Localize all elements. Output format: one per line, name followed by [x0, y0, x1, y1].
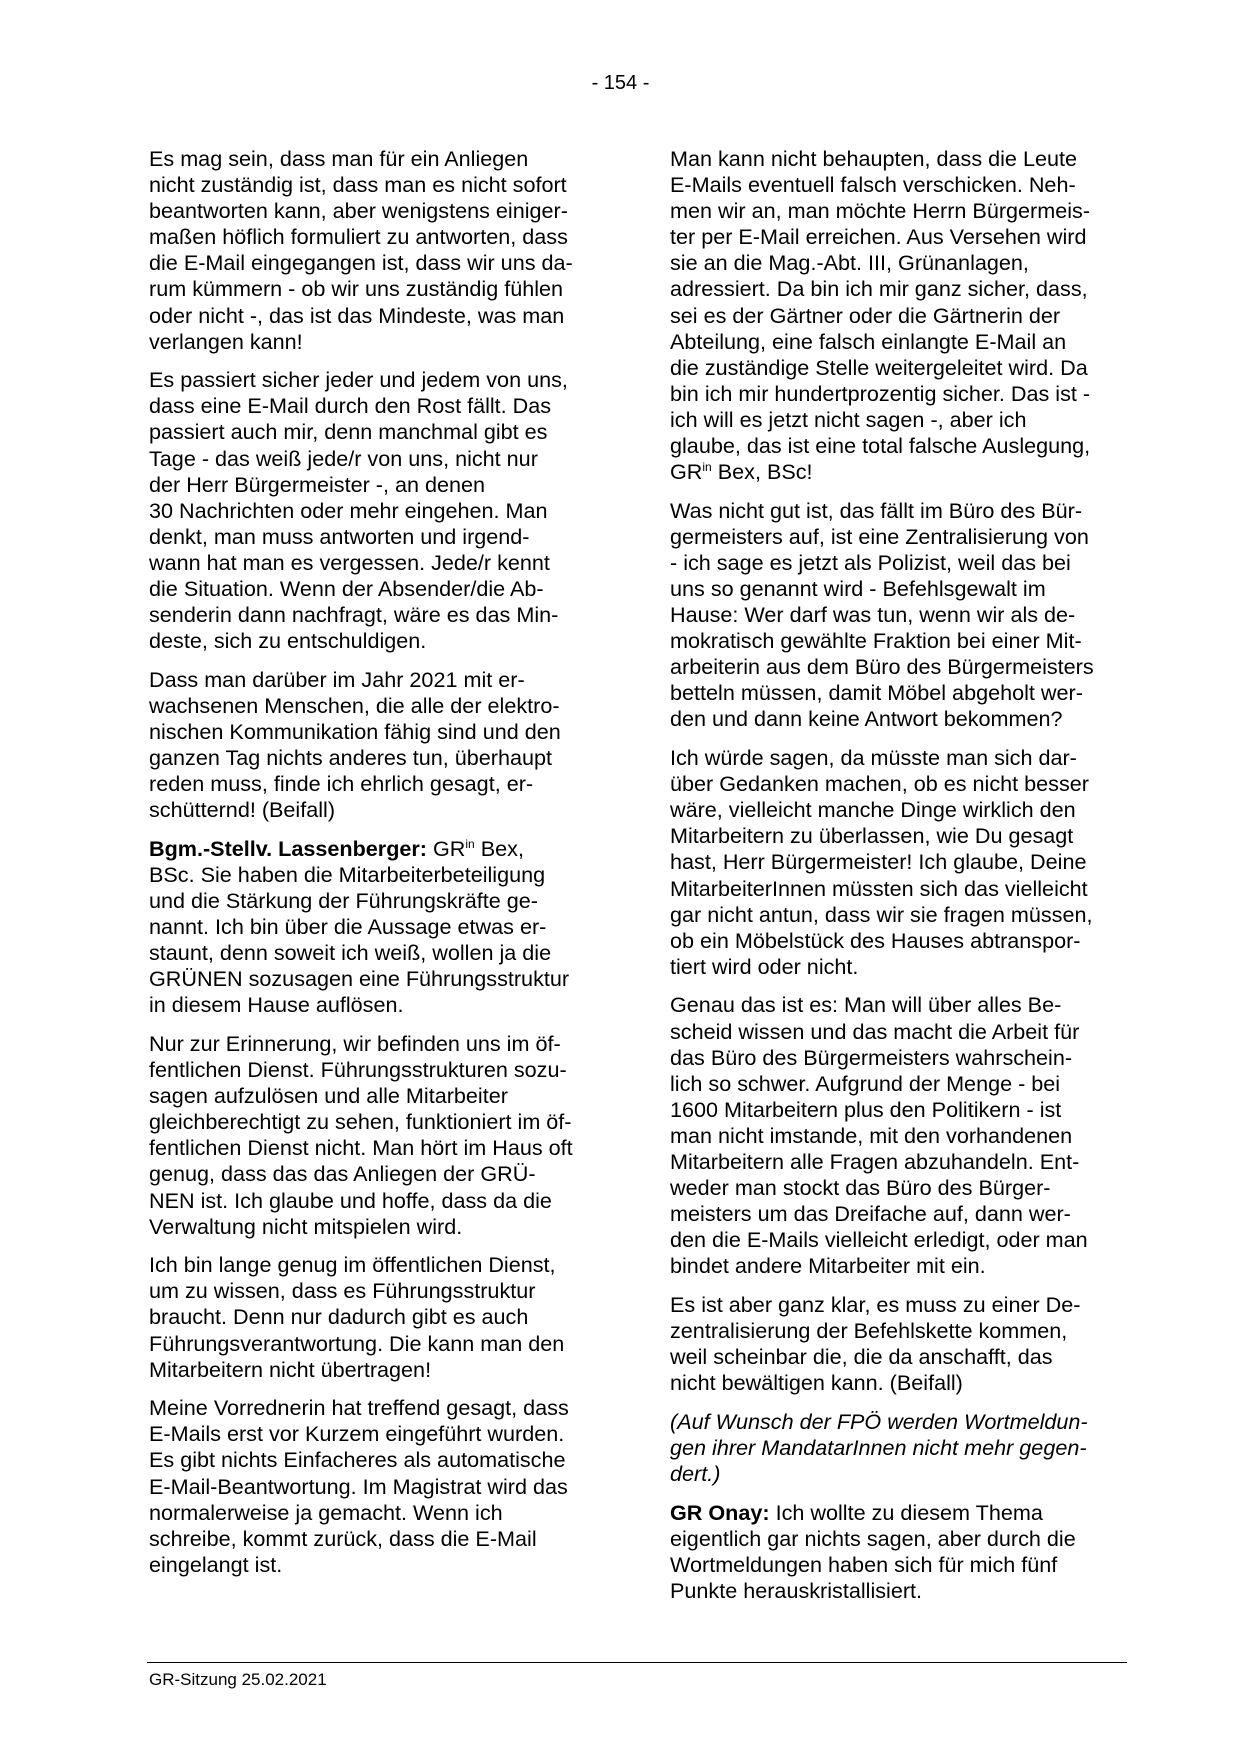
- paragraph: Dass man darüber im Jahr 2021 mit er- wachsenen Menschen, die alle der elektro- nischen Kommunikation fähig sind und den ganzen Tag nichts anderes tun, überhaupt reden muss, finde ich ehrlich gesagt, er- schütternd! (Beifall): [149, 666, 561, 823]
- paragraph-speech: [149, 836, 605, 1019]
- paragraph: Nur zur Erinnerung, wir befinden uns im öf- fentlichen Dienst. Führungsstrukturen sozu- sagen aufzulösen und alle Mitarbeiter gleichberechtigt zu sehen, funktioniert im öf- fentlichen Dienst nicht. Man hört im Haus oft genug, dass das das Anliegen der GRÜ- NEN ist. Ich glaube und hoffe, dass da die Verwaltung nicht mitspielen wird.: [149, 1031, 573, 1239]
- paragraph: Ich bin lange genug im öffentlichen Dienst, um zu wissen, dass es Führungsstruktur braucht. Denn nur dadurch gibt es auch Führungsverantwortung. Die kann man den Mitarbeitern nicht übertragen!: [149, 1252, 565, 1382]
- left-column: [149, 146, 605, 1590]
- paragraph-text: Man kann nicht behaupten, dass die Leute E-Mails eventuell falsch verschicken. Neh- men wir an, man möchte Herrn Bürgermeis- ter per E-Mail erreichen. Aus Versehen wird sie an die Mag.-Abt. III, Grünanlagen, adressiert. Da bin ich mir ganz sicher, dass, sei es der Gärtner oder die Gärtnerin der Abteilung, eine falsch einlangte E-Mail an die zuständige Stelle weitergeleitet wird. Da bin ich mir hundertprozentig sicher. Das ist - ich will es jetzt nicht sagen -, aber ich glaube, das ist eine total falsche Auslegung,: [670, 146, 1091, 459]
- paragraph: Es passiert sicher jeder und jedem von uns, dass eine E-Mail durch den Rost fällt. Das passiert auch mir, denn manchmal gibt es Tage - das weiß jede/r von uns, nicht nur der Herr Bürgermeister -, an denen 30 Nachrichten oder mehr eingehen. Man denkt, man muss antworten und irgend- wann hat man es vergessen. Jede/r kennt die Situation. Wenn der Absender/die Ab- senderin dann nachfragt, wäre es das Min- deste, sich zu entschuldigen.: [149, 367, 568, 654]
- paragraph-end: Bex, BSc!: [711, 459, 813, 485]
- editorial-note: (Auf Wunsch der FPÖ werden Wortmeldun- gen ihrer MandatarInnen nicht mehr gegen- dert.): [670, 1408, 1088, 1486]
- speaker-name: GR Onay:: [670, 1499, 770, 1525]
- title-gr: GR: [433, 835, 466, 861]
- speech-text: Ich wollte zu diesem Thema eigentlich gar nichts sagen, aber durch die Wortmeldungen haben sich für mich fünf Punkte herauskristallisiert.: [670, 1499, 1076, 1603]
- right-column: [670, 146, 1128, 1616]
- footer-divider: [147, 1662, 1127, 1663]
- paragraph: [670, 146, 1128, 485]
- paragraph-speech: [670, 1500, 1128, 1604]
- title-gr: GR: [670, 459, 703, 485]
- title-superscript: in: [465, 836, 475, 851]
- paragraph: Was nicht gut ist, das fällt im Büro des Bür- germeisters auf, ist eine Zentralisierung von - ich sage es jetzt als Polizist, weil das bei uns so genannt wird - Befehlsgewalt im Hause: Wer darf was tun, wenn wir als de- mokratisch gewählte Fraktion bei einer Mit- arbeiterin aus dem Büro des Bürgermeisters betteln müssen, damit Möbel abgeholt wer- den und dann keine Antwort bekommen?: [670, 497, 1094, 732]
- footer-session-date: GR-Sitzung 25.02.2021: [149, 1670, 327, 1689]
- paragraph: Es ist aber ganz klar, es muss zu einer De- zentralisierung der Befehlskette kommen, weil scheinbar die, die da anschafft, das nicht bewältigen kann. (Beifall): [670, 1291, 1081, 1396]
- speech-text: Bex, BSc. Sie haben die Mitarbeiterbeteiligung und die Stärkung der Führungskräfte ge- nannt. Ich bin über die Aussage etwas er- staunt, denn soweit ich weiß, wollen ja die GRÜNEN sozusagen eine Führungsstruktur in diesem Hause auflösen.: [149, 835, 570, 1018]
- paragraph: Meine Vorrednerin hat treffend gesagt, dass E-Mails erst vor Kurzem eingeführt wurden. Es gibt nichts Einfacheres als automatische E-Mail-Beantwortung. Im Magistrat wird das normalerweise ja gemacht. Wenn ich schreibe, kommt zurück, dass die E-Mail eingelangt ist.: [149, 1395, 569, 1577]
- page-number: - 154 -: [591, 72, 650, 94]
- paragraph: Ich würde sagen, da müsste man sich dar- über Gedanken machen, ob es nicht besser wäre, vielleicht manche Dinge wirklich den Mitarbeitern zu überlassen, wie Du gesagt hast, Herr Bürgermeister! Ich glaube, Deine MitarbeiterInnen müssten sich das vielleicht gar nicht antun, dass wir sie fragen müssen, ob ein Möbelstück des Hauses abtranspor- tiert wird oder nicht.: [670, 745, 1093, 979]
- speaker-name: Bgm.-Stellv. Lassenberger:: [149, 835, 427, 861]
- title-superscript: in: [702, 460, 712, 475]
- paragraph: Es mag sein, dass man für ein Anliegen nicht zuständig ist, dass man es nicht sofort beantworten kann, aber wenigstens einiger- maßen höflich formuliert zu antworten, dass die E-Mail eingegangen ist, dass wir uns da- rum kümmern - ob wir uns zuständig fühlen oder nicht -, das ist das Mindeste, was man verlangen kann!: [149, 146, 573, 354]
- paragraph: Genau das ist es: Man will über alles Be- scheid wissen und das macht die Arbeit für das Büro des Bürgermeisters wahrschein- lich so schwer. Aufgrund der Menge - bei 1600 Mitarbeitern plus den Politikern - ist man nicht imstande, mit den vorhandenen Mitarbeitern alle Fragen abzuhandeln. Ent- weder man stockt das Büro des Bürger- meisters um das Dreifache auf, dann wer- den die E-Mails vielleicht erledigt, oder man bindet andere Mitarbeiter mit ein.: [670, 992, 1088, 1279]
